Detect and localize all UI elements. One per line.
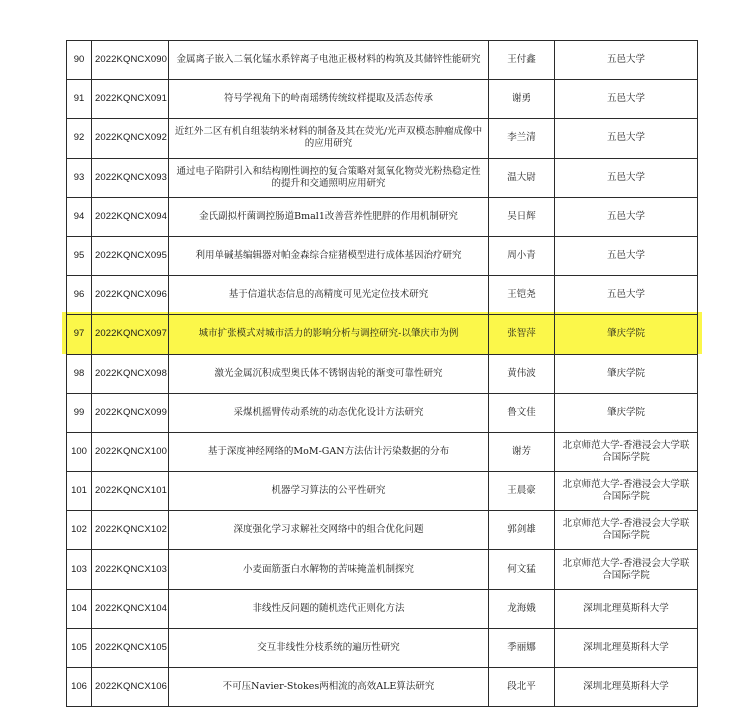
table-row [67,668,698,707]
row-number-cell: 91 [67,80,92,119]
project-code-cell: 2022KQNCX098 [92,354,169,393]
applicant-name-cell: 谢芳 [489,432,555,471]
row-number-cell: 95 [67,236,92,275]
project-title-cell: 城市扩张模式对城市活力的影响分析与调控研究-以肇庆市为例 [169,315,489,354]
table-row [67,158,698,197]
project-title-cell: 小麦面筋蛋白水解物的苦味掩盖机制探究 [169,550,489,589]
row-number-cell: 101 [67,472,92,511]
table-body [67,41,698,707]
applicant-name-cell: 谢勇 [489,80,555,119]
applicant-name-cell: 吴日辉 [489,197,555,236]
project-title-cell: 采煤机摇臂传动系统的动态优化设计方法研究 [169,393,489,432]
project-title-cell: 机器学习算法的公平性研究 [169,472,489,511]
project-title-cell: 非线性反问题的随机迭代正则化方法 [169,589,489,628]
project-code-cell: 2022KQNCX093 [92,158,169,197]
project-title-cell: 符号学视角下的岭南瑶绣传统纹样提取及活态传承 [169,80,489,119]
institution-cell: 五邑大学 [555,119,698,158]
project-code-cell: 2022KQNCX100 [92,432,169,471]
row-number-cell: 94 [67,197,92,236]
institution-cell: 北京师范大学-香港浸会大学联合国际学院 [555,432,698,471]
project-code-cell: 2022KQNCX091 [92,80,169,119]
institution-cell: 五邑大学 [555,158,698,197]
institution-cell: 肇庆学院 [555,393,698,432]
row-number-cell: 103 [67,550,92,589]
table-row [67,393,698,432]
institution-cell: 深圳北理莫斯科大学 [555,589,698,628]
project-title-cell: 通过电子陷阱引入和结构刚性调控的复合策略对氮氧化物荧光粉热稳定性的提升和交通照明应用研究 [169,158,489,197]
applicant-name-cell: 王付鑫 [489,41,555,80]
institution-cell: 五邑大学 [555,236,698,275]
applicant-name-cell: 郭剑雄 [489,511,555,550]
table-row [67,432,698,471]
project-code-cell: 2022KQNCX092 [92,119,169,158]
applicant-name-cell: 鲁文佳 [489,393,555,432]
applicant-name-cell: 周小青 [489,236,555,275]
project-title-cell: 基于信道状态信息的高精度可见光定位技术研究 [169,276,489,315]
applicant-name-cell: 季丽娜 [489,628,555,667]
row-number-cell: 105 [67,628,92,667]
row-number-cell: 96 [67,276,92,315]
institution-cell: 五邑大学 [555,197,698,236]
project-code-cell: 2022KQNCX099 [92,393,169,432]
applicant-name-cell: 张智萍 [489,315,555,354]
project-title-cell: 基于深度神经网络的MoM-GAN方法估计污染数据的分布 [169,432,489,471]
project-code-cell: 2022KQNCX103 [92,550,169,589]
project-title-cell: 近红外二区有机自组装纳米材料的制备及其在荧光/光声双模态肿瘤成像中的应用研究 [169,119,489,158]
project-title-cell: 金属离子嵌入二氧化锰水系锌离子电池正极材料的构筑及其储锌性能研究 [169,41,489,80]
applicant-name-cell: 段北平 [489,668,555,707]
project-code-cell: 2022KQNCX097 [92,315,169,354]
row-number-cell: 102 [67,511,92,550]
applicant-name-cell: 王晨豪 [489,472,555,511]
project-title-cell: 交互非线性分枝系统的遍历性研究 [169,628,489,667]
project-code-cell: 2022KQNCX096 [92,276,169,315]
project-code-cell: 2022KQNCX095 [92,236,169,275]
table-row [67,236,698,275]
institution-cell: 深圳北理莫斯科大学 [555,668,698,707]
project-title-cell: 激光金属沉积成型奥氏体不锈钢齿轮的渐变可靠性研究 [169,354,489,393]
institution-cell: 五邑大学 [555,80,698,119]
table-row [67,276,698,315]
row-number-cell: 98 [67,354,92,393]
institution-cell: 五邑大学 [555,41,698,80]
project-code-cell: 2022KQNCX102 [92,511,169,550]
row-number-cell: 106 [67,668,92,707]
applicant-name-cell: 温大尉 [489,158,555,197]
project-code-cell: 2022KQNCX094 [92,197,169,236]
row-number-cell: 97 [67,315,92,354]
applicant-name-cell: 何文猛 [489,550,555,589]
table-row [67,80,698,119]
row-number-cell: 90 [67,41,92,80]
table-row [67,550,698,589]
table-row [67,628,698,667]
row-number-cell: 99 [67,393,92,432]
table-row [67,119,698,158]
row-number-cell: 104 [67,589,92,628]
institution-cell: 北京师范大学-香港浸会大学联合国际学院 [555,472,698,511]
applicant-name-cell: 李兰清 [489,119,555,158]
project-title-cell: 深度强化学习求解社交网络中的组合优化问题 [169,511,489,550]
institution-cell: 五邑大学 [555,276,698,315]
project-title-cell: 金氏副拟杆菌调控肠道Bmal1改善营养性肥胖的作用机制研究 [169,197,489,236]
project-title-cell: 利用单碱基编辑器对帕金森综合症猪模型进行成体基因治疗研究 [169,236,489,275]
applicant-name-cell: 黄伟波 [489,354,555,393]
table-row [67,589,698,628]
project-code-cell: 2022KQNCX104 [92,589,169,628]
project-code-cell: 2022KQNCX090 [92,41,169,80]
project-code-cell: 2022KQNCX101 [92,472,169,511]
applicant-name-cell: 王铠尧 [489,276,555,315]
row-number-cell: 100 [67,432,92,471]
institution-cell: 深圳北理莫斯科大学 [555,628,698,667]
table-row [67,511,698,550]
project-code-cell: 2022KQNCX105 [92,628,169,667]
institution-cell: 北京师范大学-香港浸会大学联合国际学院 [555,511,698,550]
table-row [67,472,698,511]
table-row-highlighted [67,315,698,354]
table-row [67,41,698,80]
project-table [66,40,698,707]
applicant-name-cell: 龙海娥 [489,589,555,628]
institution-cell: 肇庆学院 [555,315,698,354]
table-row [67,197,698,236]
institution-cell: 北京师范大学-香港浸会大学联合国际学院 [555,550,698,589]
table-row [67,354,698,393]
project-code-cell: 2022KQNCX106 [92,668,169,707]
project-title-cell: 不可压Navier-Stokes两相流的高效ALE算法研究 [169,668,489,707]
row-number-cell: 93 [67,158,92,197]
row-number-cell: 92 [67,119,92,158]
institution-cell: 肇庆学院 [555,354,698,393]
